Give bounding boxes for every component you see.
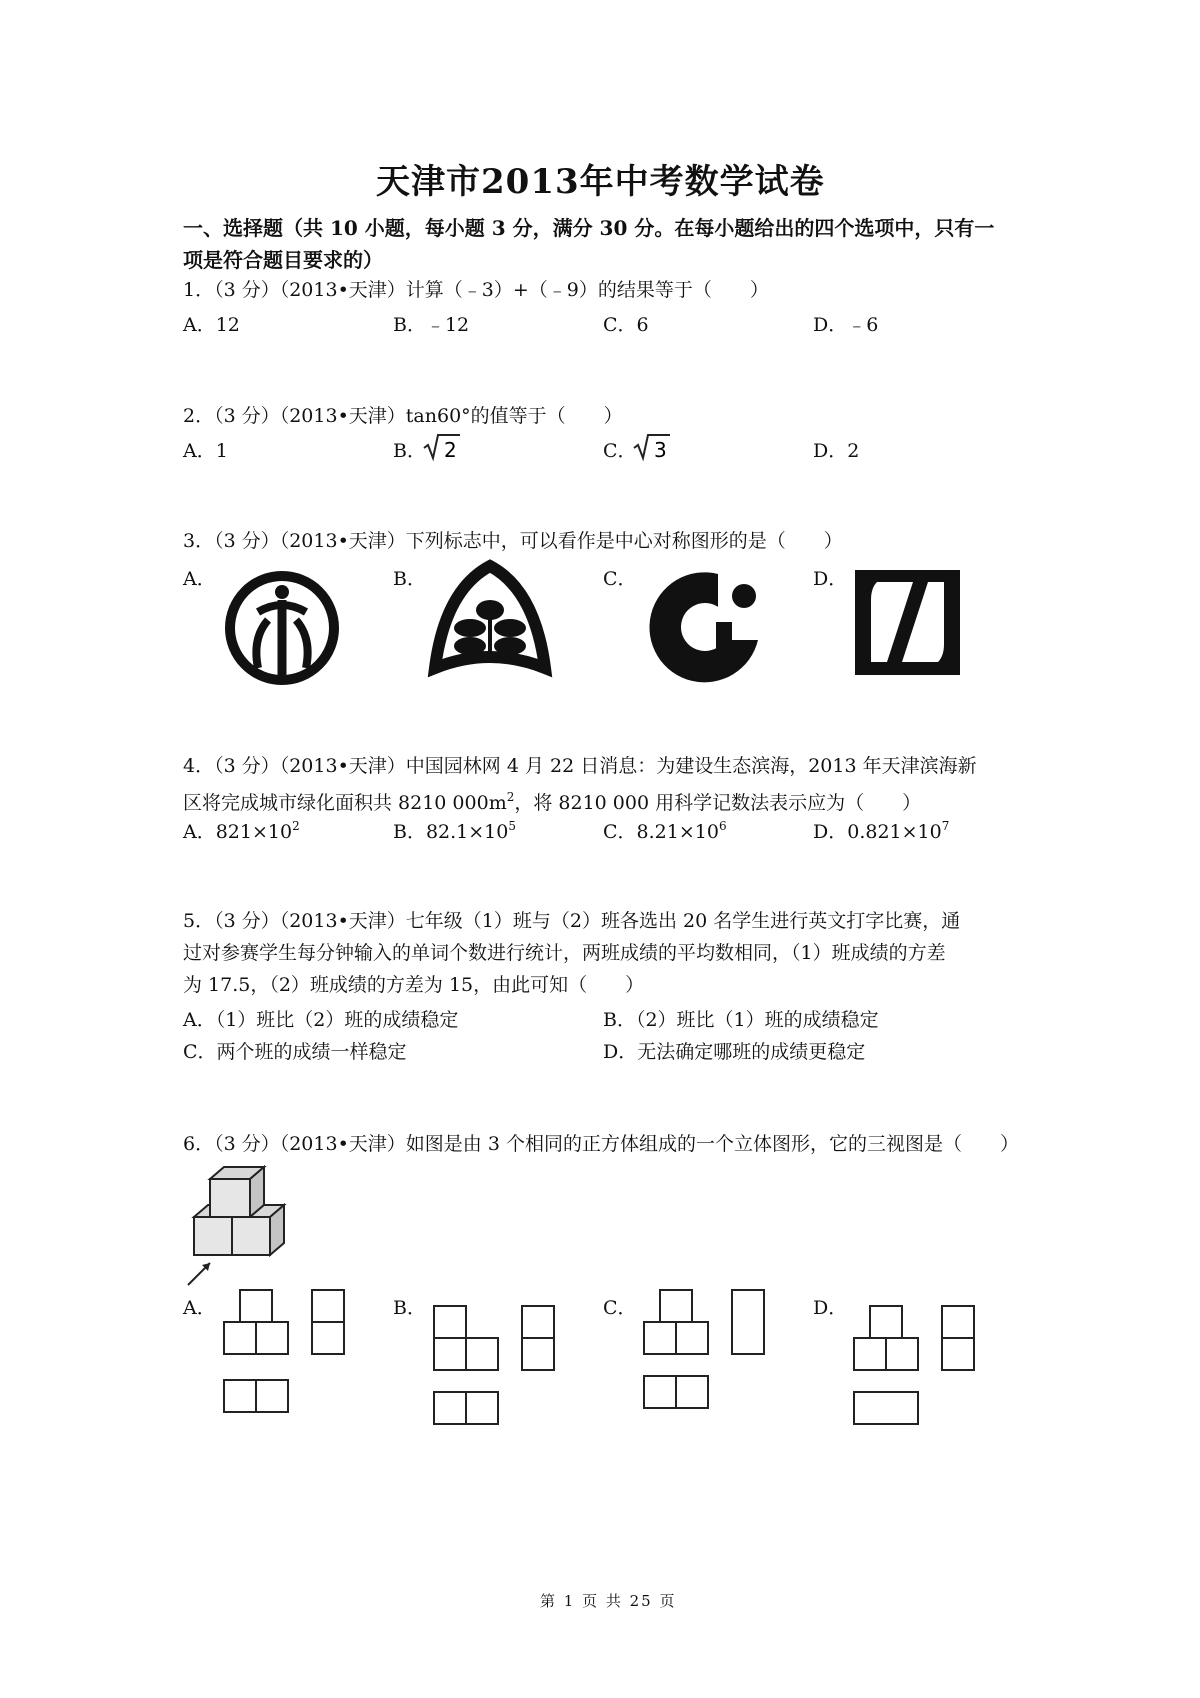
q3-option-b: B． [393,568,426,590]
section-heading-line2: 项是符合题目要求的） [183,248,383,272]
page-title: 天津市2013年中考数学试卷 [376,162,825,202]
q4-option-b-base: B．82.1×10 [393,821,509,843]
q6-option-a: A． [183,1297,216,1319]
railway-logo-icon [222,568,342,688]
q6-option-c: C． [603,1297,637,1319]
question-5-text-line2: 过对参赛学生每分钟输入的单词个数进行统计，两班成绩的平均数相同，（1）班成绩的方差 [183,942,946,964]
q4-option-a-exp: 2 [292,819,300,833]
q5-option-c: C．两个班的成绩一样稳定 [183,1041,407,1063]
question-5-text-line1: 5．（3 分）（2013•天津）七年级（1）班与（2）班各选出 20 名学生进行英文打字比赛，通 [183,910,961,932]
q1-option-c: C．6 [603,314,649,336]
q6-c-three-views-icon [640,1288,780,1428]
cube-stack-figure-icon [180,1165,290,1290]
s-block-logo-icon [855,570,960,675]
q2-option-c: C． [603,440,637,462]
question-5-text-line3: 为 17.5，（2）班成绩的方差为 15，由此可知（ ） [183,974,645,996]
q6-b-three-views-icon [430,1300,570,1440]
q4-option-a [183,817,300,844]
sqrt-2-radicand: 2 [444,438,457,462]
question-4-text-line2 [183,781,921,819]
q4-option-d-exp: 7 [941,819,950,833]
q6-option-b: B． [393,1297,426,1319]
q6-option-d: D． [813,1297,848,1319]
q4-line2-part-b: ，将 8210 000 用科学记数法表示应为（ ） [514,792,922,814]
sqrt-3-icon [632,432,672,462]
q4-line2-exponent: 2 [506,790,515,804]
question-3-text: 3．（3 分）（2013•天津）下列标志中，可以看作是中心对称图形的是（ ） [183,530,843,552]
q1-option-b: B．﹣12 [393,314,470,336]
q4-option-c-exp: 6 [718,819,727,833]
letter-g-logo-icon [640,562,770,692]
question-1-text: 1．（3 分）（2013•天津）计算（﹣3）+（﹣9）的结果等于（ ） [183,279,769,301]
q2-option-b: B． [393,440,426,462]
question-4-text-line1: 4．（3 分）（2013•天津）中国园林网 4 月 22 日消息：为建设生态滨海，2013 年天津滨海新 [183,755,977,777]
q1-option-d: D．﹣6 [813,314,879,336]
q5-option-b: B．（2）班比（1）班的成绩稳定 [603,1009,879,1031]
q5-option-d: D．无法确定哪班的成绩更稳定 [603,1041,866,1063]
q3-option-d: D． [813,568,848,590]
q4-option-b [393,817,516,844]
section-heading [183,212,1033,276]
three-leaf-logo-icon [425,560,555,690]
q4-option-d [813,817,949,844]
question-6-text: 6．（3 分）（2013•天津）如图是由 3 个相同的正方体组成的一个立体图形，它的三视图是（ ） [183,1133,1019,1155]
q4-option-c-base: C．8.21×10 [603,821,719,843]
q2-option-a: A．1 [183,440,228,462]
q3-option-a: A． [183,568,216,590]
q4-option-a-base: A．821×10 [183,821,293,843]
q6-d-three-views-icon [850,1300,990,1440]
q4-option-b-exp: 5 [508,819,517,833]
q4-line2-part-a: 区将完成城市绿化面积共 8210 000m [183,792,507,814]
q6-a-three-views-icon [220,1288,360,1428]
sqrt-2-icon [422,432,462,462]
q1-option-a: A．12 [183,314,240,336]
question-2-text: 2．（3 分）（2013•天津）tan60°的值等于（ ） [183,405,623,427]
section-heading-line1: 一、选择题（共 10 小题，每小题 3 分，满分 30 分。在每小题给出的四个选项中，只有一 [183,216,995,240]
sqrt-3-radicand: 3 [654,438,667,462]
q4-option-c [603,817,727,844]
q5-option-a: A．（1）班比（2）班的成绩稳定 [183,1009,459,1031]
q2-option-d: D．2 [813,440,860,462]
page-footer: 第 1 页 共 25 页 [540,1592,677,1610]
q4-option-d-base: D．0.821×10 [813,821,942,843]
q3-option-c: C． [603,568,637,590]
